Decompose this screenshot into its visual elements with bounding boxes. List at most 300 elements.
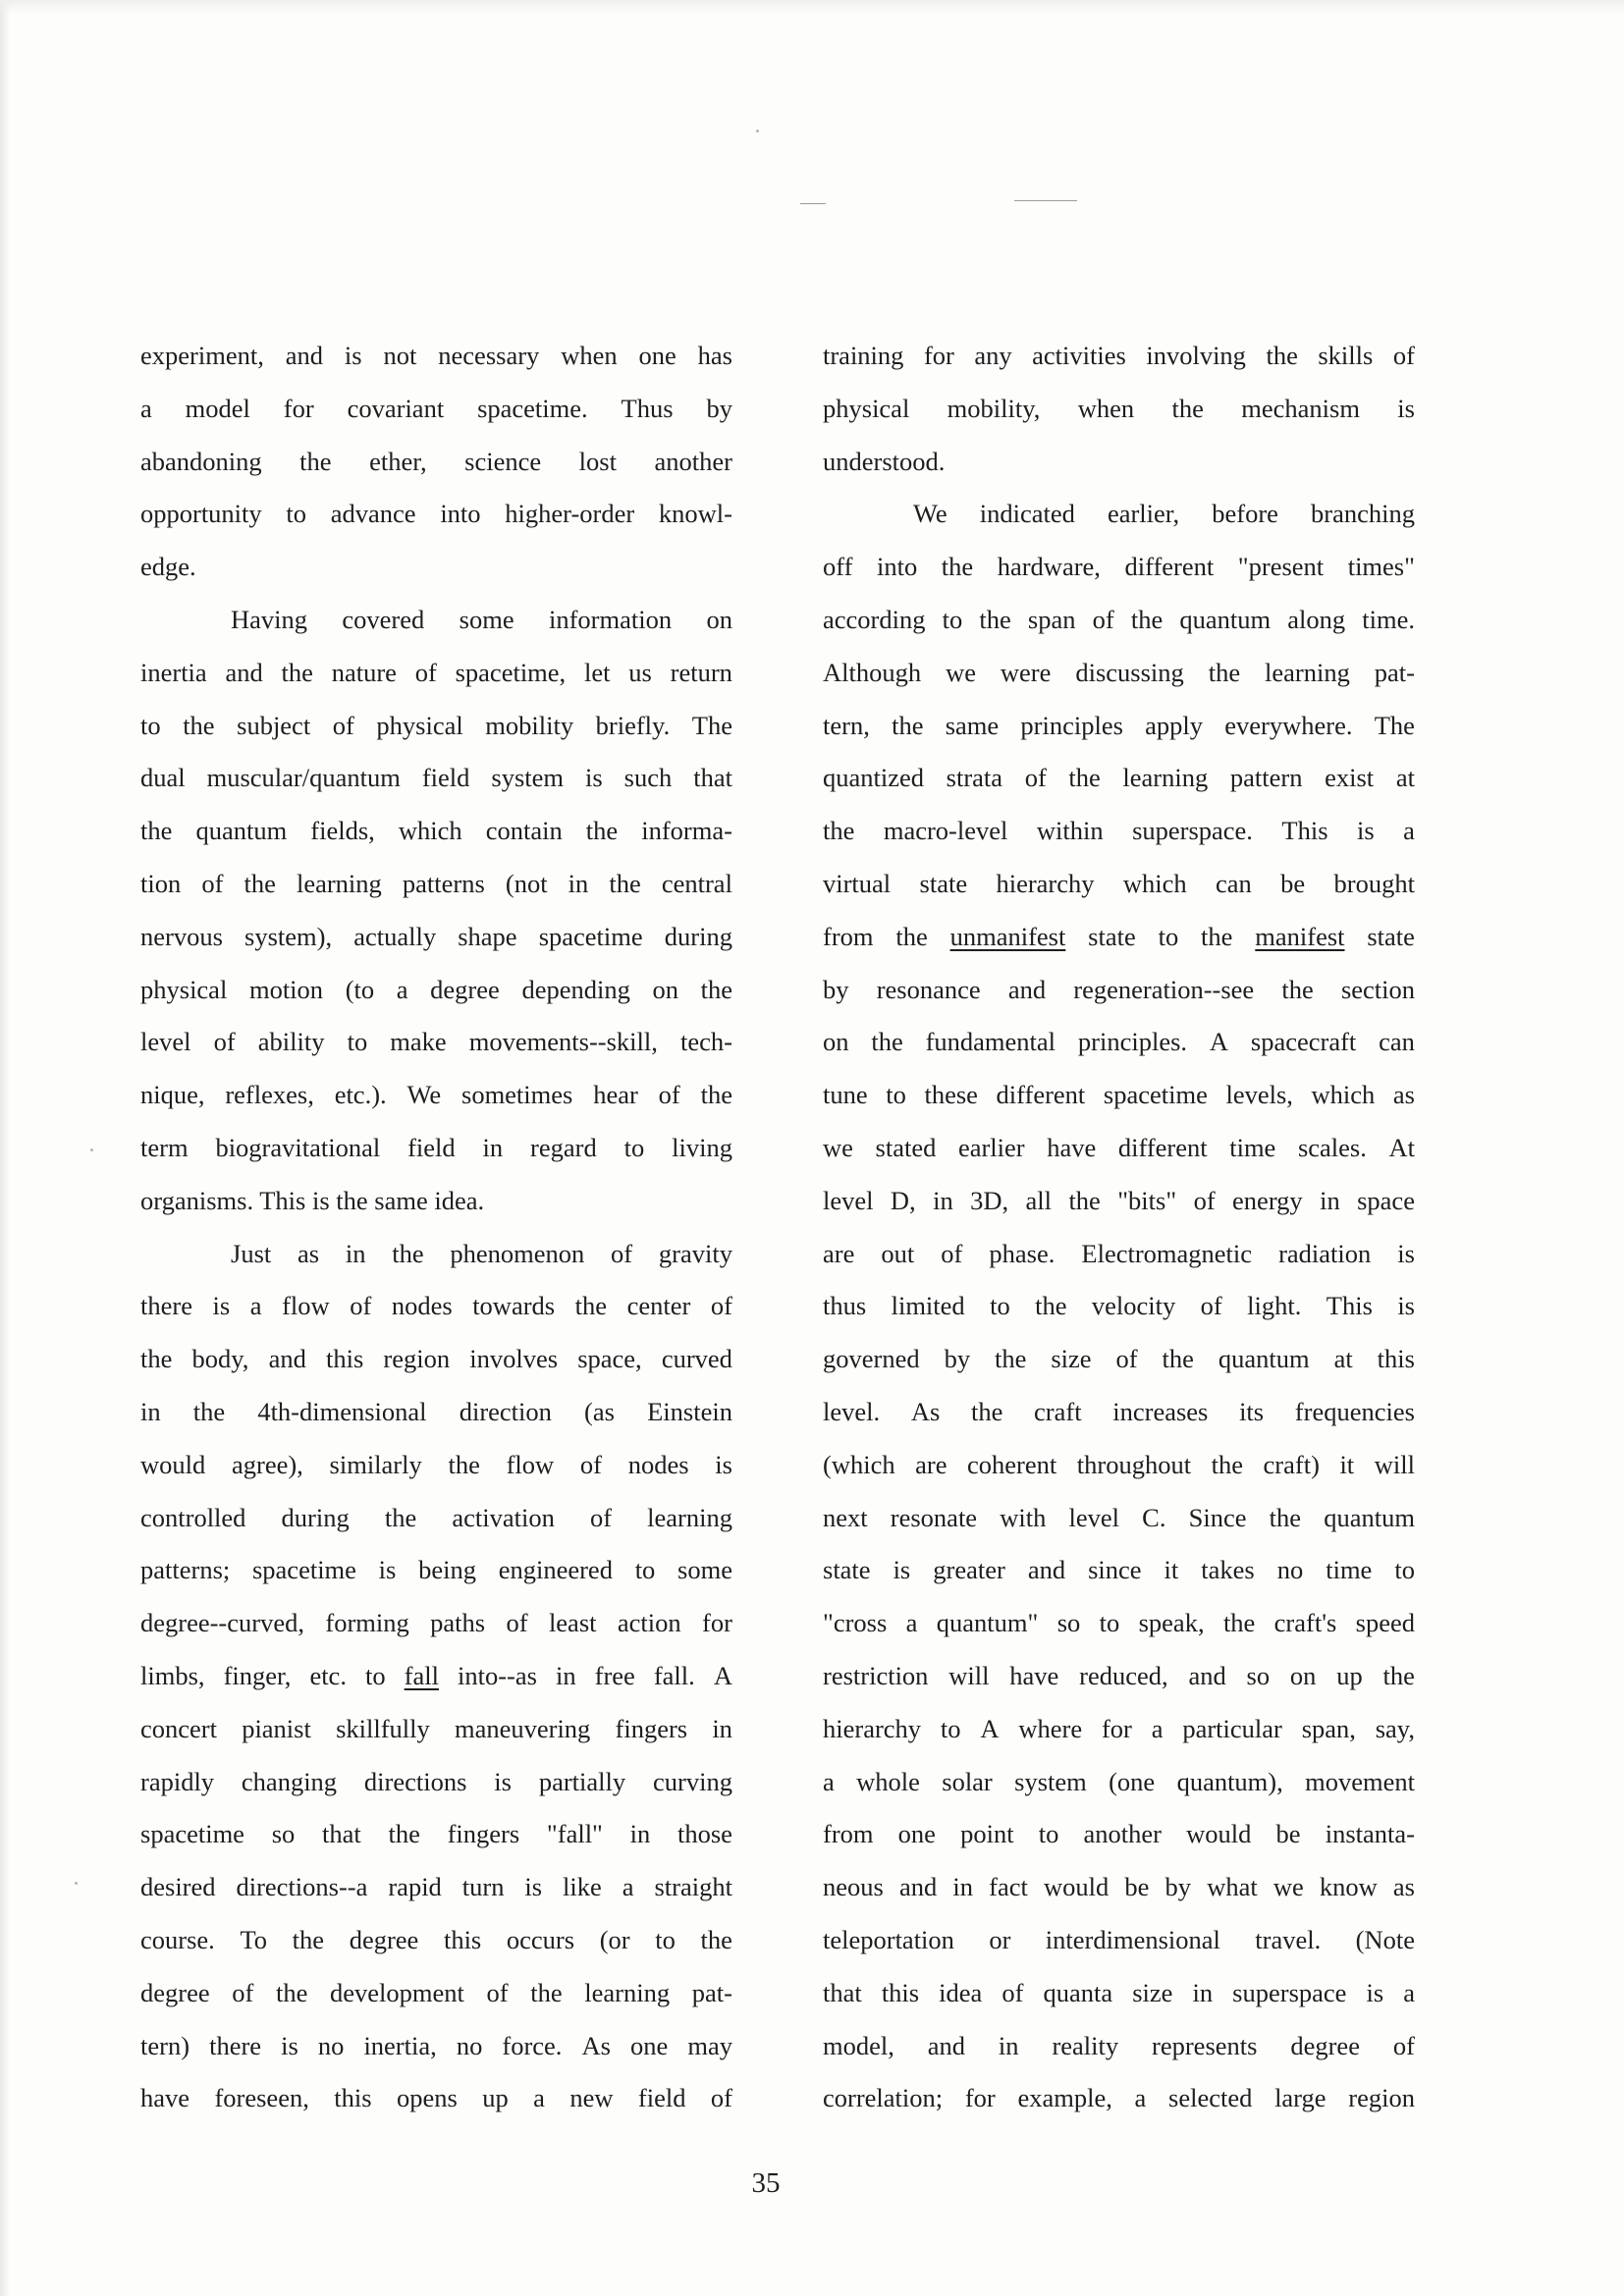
word: (as: [584, 1396, 615, 1426]
word: can: [1216, 868, 1252, 898]
word: are: [915, 1449, 947, 1479]
word: field: [421, 763, 470, 793]
word: light.: [1247, 1291, 1302, 1321]
word: learning: [584, 1977, 671, 2007]
word: span,: [1301, 1713, 1356, 1743]
word: and: [285, 341, 323, 370]
word: craft): [1263, 1449, 1320, 1479]
word: the: [292, 1924, 325, 1954]
word: the: [823, 816, 855, 846]
word: everywhere.: [1224, 710, 1353, 740]
word: the: [388, 1819, 420, 1849]
word: model: [185, 393, 250, 423]
word: "cross: [823, 1608, 888, 1638]
word: virtual: [823, 868, 892, 898]
word: mobility: [485, 710, 574, 740]
word: inertia,: [363, 2030, 437, 2060]
left-column-text-line: [140, 1808, 732, 1861]
right-column-text-line: [823, 1122, 1415, 1175]
word: hardware,: [997, 552, 1101, 582]
right-column-text-line: [823, 700, 1415, 753]
word: interdimensional: [1045, 1924, 1220, 1954]
word: in: [482, 1132, 504, 1162]
left-column-text-line: [140, 1175, 732, 1228]
word: system: [491, 763, 565, 793]
word: apply: [1145, 710, 1204, 740]
word: force.: [502, 2030, 563, 2060]
word: be: [1124, 1872, 1150, 1902]
word: being: [418, 1555, 476, 1585]
word: to: [364, 1660, 386, 1690]
word: finger,: [223, 1660, 292, 1690]
word: that: [322, 1819, 361, 1849]
word: a: [905, 1608, 918, 1638]
word: principles: [1020, 710, 1123, 740]
word: the: [979, 604, 1011, 634]
word: of: [1024, 763, 1047, 793]
word: The: [1374, 710, 1415, 740]
word: a: [249, 1291, 262, 1321]
left-column-text-line: [140, 436, 732, 489]
word: spacetime: [251, 1555, 356, 1585]
word: limbs,: [140, 1660, 205, 1690]
word: on: [652, 974, 678, 1004]
page-number: 35: [751, 2167, 781, 2199]
left-column-text-line: [140, 1650, 732, 1703]
word: at: [1333, 1344, 1353, 1374]
word: return: [670, 657, 732, 687]
word: are: [823, 1238, 855, 1268]
right-column-text-line: [823, 1069, 1415, 1122]
word: etc.).: [334, 1080, 387, 1110]
word: body,: [191, 1344, 249, 1374]
word: us: [628, 657, 652, 687]
word: physical: [376, 710, 463, 740]
word: and: [1188, 1660, 1226, 1690]
word: the: [140, 816, 173, 846]
word: into: [876, 552, 918, 582]
word: have: [1009, 1660, 1059, 1690]
word: point: [960, 1819, 1014, 1849]
word: the: [995, 1344, 1027, 1374]
word: 3D,: [970, 1185, 1009, 1215]
word: governed: [823, 1344, 920, 1374]
word: fingers: [615, 1713, 688, 1743]
word: the: [1211, 1449, 1243, 1479]
word: spacetime: [1103, 1080, 1208, 1110]
right-column-text-line: [823, 1544, 1415, 1597]
word: same: [945, 710, 1000, 740]
word: hierarchy: [996, 868, 1095, 898]
word: quantum": [936, 1608, 1039, 1638]
word: phenomenon: [450, 1238, 585, 1268]
right-column-text-line: [823, 1492, 1415, 1545]
word: tern): [140, 2030, 190, 2060]
word: physical: [823, 393, 910, 423]
word: higher-order: [505, 499, 635, 529]
word: such: [623, 763, 673, 793]
left-column-text-line: [140, 330, 732, 383]
word: be: [1275, 1819, 1301, 1849]
word: nervous: [140, 921, 223, 951]
left-column-text-line: [140, 1914, 732, 1967]
word: model,: [823, 2030, 894, 2060]
right-column-text-line: [823, 330, 1415, 383]
right-column-text-line: [823, 2072, 1415, 2125]
word: the: [1281, 974, 1314, 1004]
text-run: edge.: [140, 552, 196, 582]
word: Thus: [621, 393, 674, 423]
word: span: [1027, 604, 1076, 634]
word: movements--skill,: [468, 1027, 658, 1057]
word: we: [946, 657, 976, 687]
word: of: [589, 1502, 613, 1532]
word: in: [998, 2030, 1019, 2060]
word: by: [823, 974, 849, 1004]
word: level: [140, 1027, 191, 1057]
word: resonance: [876, 974, 981, 1004]
word: level: [1068, 1502, 1120, 1532]
word: into--as: [457, 1660, 537, 1690]
word: forming: [325, 1608, 409, 1638]
word: involving: [1146, 341, 1246, 370]
word: paths: [430, 1608, 486, 1638]
word: degree--curved,: [140, 1608, 304, 1638]
scan-speck: [75, 1882, 78, 1885]
word: to: [886, 1080, 906, 1110]
word: nodes: [391, 1291, 453, 1321]
word: abandoning: [140, 446, 262, 476]
word: is: [212, 1291, 231, 1321]
left-column-text-line: [140, 488, 732, 541]
word: by: [944, 1344, 971, 1374]
right-column-text-line: [823, 647, 1415, 700]
word: of: [658, 1080, 680, 1110]
word: of: [232, 1977, 254, 2007]
word: can: [1379, 1027, 1415, 1057]
word: ether,: [369, 446, 427, 476]
word: "present: [1237, 552, 1325, 582]
word: directions: [363, 1766, 467, 1796]
word: science: [464, 446, 542, 476]
word: curving: [653, 1766, 732, 1796]
right-column-text-line: [823, 1967, 1415, 2020]
word: to: [634, 1555, 656, 1585]
word: as: [1392, 1872, 1415, 1902]
word: earlier,: [1107, 499, 1180, 529]
word: (which: [823, 1449, 895, 1479]
word: example,: [1017, 2083, 1112, 2113]
word: sometimes: [461, 1080, 573, 1110]
word: region: [1348, 2083, 1415, 2113]
word: the: [700, 974, 732, 1004]
word: of: [1001, 1977, 1024, 2007]
word: of: [213, 1027, 236, 1057]
word: in: [345, 1238, 366, 1268]
left-column-text-line: [140, 1756, 732, 1809]
word: of: [1092, 604, 1114, 634]
word: development: [330, 1977, 464, 2007]
word: 4th-dimensional: [257, 1396, 427, 1426]
word: direction: [459, 1396, 552, 1426]
word: no: [1276, 1555, 1304, 1585]
word: term: [140, 1132, 189, 1162]
word: time: [1326, 1555, 1373, 1585]
word: covered: [342, 604, 425, 634]
word: lost: [578, 446, 617, 476]
word: the: [1382, 1660, 1415, 1690]
word: to: [1038, 1819, 1059, 1849]
word: is: [344, 341, 362, 370]
word: so: [271, 1819, 296, 1849]
word: spacetime: [538, 921, 643, 951]
word: so: [1056, 1608, 1081, 1638]
word: to: [942, 604, 963, 634]
word: "fall": [546, 1819, 603, 1849]
word: a: [140, 393, 152, 423]
word: space,: [577, 1344, 642, 1374]
left-column-text-line: [140, 1228, 732, 1281]
word: fingers: [447, 1819, 520, 1849]
word: is: [585, 763, 603, 793]
word: of: [1392, 2030, 1415, 2060]
word: of: [710, 1291, 732, 1321]
word: briefly.: [595, 710, 671, 740]
word: is: [1357, 816, 1375, 846]
word: free: [594, 1660, 635, 1690]
word: to: [1394, 1555, 1415, 1585]
right-column-text-line: [823, 594, 1415, 647]
word: of: [941, 1238, 963, 1268]
word: partially: [538, 1766, 626, 1796]
word: the: [1035, 1291, 1067, 1321]
word: those: [677, 1819, 732, 1849]
word: reflexes,: [225, 1080, 314, 1110]
word: hear: [593, 1080, 638, 1110]
word: during: [281, 1502, 350, 1532]
word: when: [1077, 393, 1135, 423]
word: central: [661, 868, 732, 898]
word: indicated: [979, 499, 1075, 529]
word: for: [702, 1608, 732, 1638]
word: the: [530, 1977, 563, 2007]
word: up: [1336, 1660, 1363, 1690]
word: of: [486, 1977, 509, 2007]
word: in: [712, 1713, 732, 1743]
right-column-text-line: [823, 2020, 1415, 2073]
word: quantum: [1324, 1502, 1415, 1532]
word: particular: [1182, 1713, 1282, 1743]
word: patterns: [402, 868, 485, 898]
word: and: [927, 2030, 966, 2060]
left-column-text-line: [140, 1016, 732, 1069]
word: least: [548, 1608, 597, 1638]
word: tech-: [679, 1027, 732, 1057]
word: is: [281, 2030, 298, 2060]
word: degree: [1290, 2030, 1360, 2060]
word: hierarchy: [823, 1713, 922, 1743]
word: nique,: [140, 1080, 205, 1110]
word: depending: [521, 974, 630, 1004]
word: we: [823, 1132, 853, 1162]
word: fundamental: [925, 1027, 1056, 1057]
word: of: [506, 1608, 528, 1638]
word: say,: [1375, 1713, 1415, 1743]
word: different: [996, 1080, 1086, 1110]
word: to: [1158, 921, 1179, 951]
word: A: [713, 1660, 732, 1690]
word: towards: [472, 1291, 556, 1321]
word: some: [677, 1555, 732, 1585]
word: speak,: [1138, 1608, 1205, 1638]
word: or: [989, 1924, 1011, 1954]
word: involves: [469, 1344, 559, 1374]
word: living: [672, 1132, 732, 1162]
word: motion: [248, 974, 324, 1004]
word: degree: [140, 1977, 210, 2007]
word: learning: [647, 1502, 732, 1532]
word: D,: [890, 1185, 916, 1215]
word: to: [347, 1027, 368, 1057]
word: travel.: [1255, 1924, 1322, 1954]
word: opportunity: [140, 499, 262, 529]
word: to: [940, 1713, 961, 1743]
word: spacecraft: [1250, 1027, 1357, 1057]
word: reduced,: [1079, 1660, 1168, 1690]
word: in: [555, 1660, 576, 1690]
word: reality: [1052, 2030, 1119, 2060]
word: tern,: [823, 710, 870, 740]
word: thus: [823, 1291, 867, 1321]
word: foreseen,: [214, 2083, 309, 2113]
word: resonate: [890, 1502, 978, 1532]
left-column: [140, 330, 732, 2125]
word: solar: [942, 1766, 993, 1796]
right-column-text-line: [823, 541, 1415, 594]
word: the: [1130, 604, 1164, 634]
right-column-text-line: [823, 1861, 1415, 1914]
word: inertia: [140, 657, 207, 687]
word: large: [1274, 2083, 1326, 2113]
word: teleportation: [823, 1924, 954, 1954]
word: where: [1018, 1713, 1083, 1743]
word: spacetime,: [455, 657, 567, 687]
word: the: [1162, 1344, 1194, 1374]
right-column-text-line: [823, 436, 1415, 489]
word: different: [1124, 552, 1215, 582]
word: directions--a: [236, 1872, 368, 1902]
word: the: [970, 1396, 1003, 1426]
word: a: [823, 1766, 835, 1796]
word: times": [1347, 552, 1415, 582]
word: to: [1099, 1608, 1120, 1638]
word: craft's: [1273, 1608, 1337, 1638]
word: and: [898, 1872, 938, 1902]
word: there: [140, 1291, 192, 1321]
word: mechanism: [1241, 393, 1360, 423]
word: into: [440, 499, 481, 529]
left-column-text-line: [140, 541, 732, 594]
word: correlation;: [823, 2083, 944, 2113]
right-column-text-line: [823, 805, 1415, 858]
word: changing: [241, 1766, 338, 1796]
word: to: [623, 1132, 645, 1162]
word: will: [1374, 1449, 1415, 1479]
word: This: [1281, 816, 1328, 846]
word: represents: [1152, 2030, 1258, 2060]
word: the: [299, 446, 332, 476]
right-column-text-line: [823, 858, 1415, 911]
word: the: [1068, 1185, 1101, 1215]
word: state: [823, 1555, 871, 1585]
word: during: [664, 921, 732, 951]
word: the: [700, 1080, 732, 1110]
word: in: [629, 1819, 651, 1849]
word: from: [823, 921, 874, 951]
word: Since: [1188, 1502, 1247, 1532]
word: learning: [296, 868, 382, 898]
word: levels,: [1225, 1080, 1293, 1110]
word: is: [1397, 1291, 1415, 1321]
word: for: [964, 2083, 996, 2113]
word: this: [325, 1344, 364, 1374]
word: engineered: [498, 1555, 613, 1585]
word: quantum: [195, 816, 288, 846]
word: physical: [140, 974, 228, 1004]
word: exist: [1325, 763, 1375, 793]
word: desired: [140, 1872, 216, 1902]
word: its: [1239, 1396, 1265, 1426]
word: straight: [654, 1872, 732, 1902]
word: the: [192, 1396, 226, 1426]
left-column-text-line: [140, 700, 732, 753]
word: macro-level: [883, 816, 1008, 846]
word: C.: [1142, 1502, 1166, 1532]
word: pianist: [242, 1713, 311, 1743]
word: degree: [430, 974, 500, 1004]
word: this: [443, 1924, 482, 1954]
word: on: [823, 1027, 849, 1057]
right-column-text-line: [823, 1914, 1415, 1967]
word: brought: [1333, 868, 1415, 898]
word: We: [406, 1080, 442, 1110]
word: shape: [458, 921, 517, 951]
word: as: [298, 1238, 320, 1268]
left-column-text-line: [140, 1967, 732, 2020]
word: this: [881, 1977, 920, 2007]
word: all: [1025, 1185, 1053, 1215]
word: turn: [461, 1872, 505, 1902]
word: tion: [140, 868, 182, 898]
word: what: [1207, 1872, 1258, 1902]
word: would: [1186, 1819, 1252, 1849]
right-column-text-line: [823, 1228, 1415, 1281]
word: A: [980, 1713, 1000, 1743]
word: size: [1132, 1977, 1173, 2007]
word: these: [924, 1080, 978, 1110]
word: in: [1320, 1185, 1340, 1215]
scan-edge-shadow-left: [0, 0, 10, 2296]
word: a: [533, 2083, 545, 2113]
word: As: [910, 1396, 941, 1426]
word: state: [1367, 921, 1415, 951]
word: quanta: [1043, 1977, 1113, 2007]
word: phase.: [989, 1238, 1056, 1268]
word: any: [974, 341, 1012, 370]
word: superspace: [1232, 1977, 1347, 2007]
word: to: [655, 1924, 676, 1954]
word: concert: [140, 1713, 217, 1743]
